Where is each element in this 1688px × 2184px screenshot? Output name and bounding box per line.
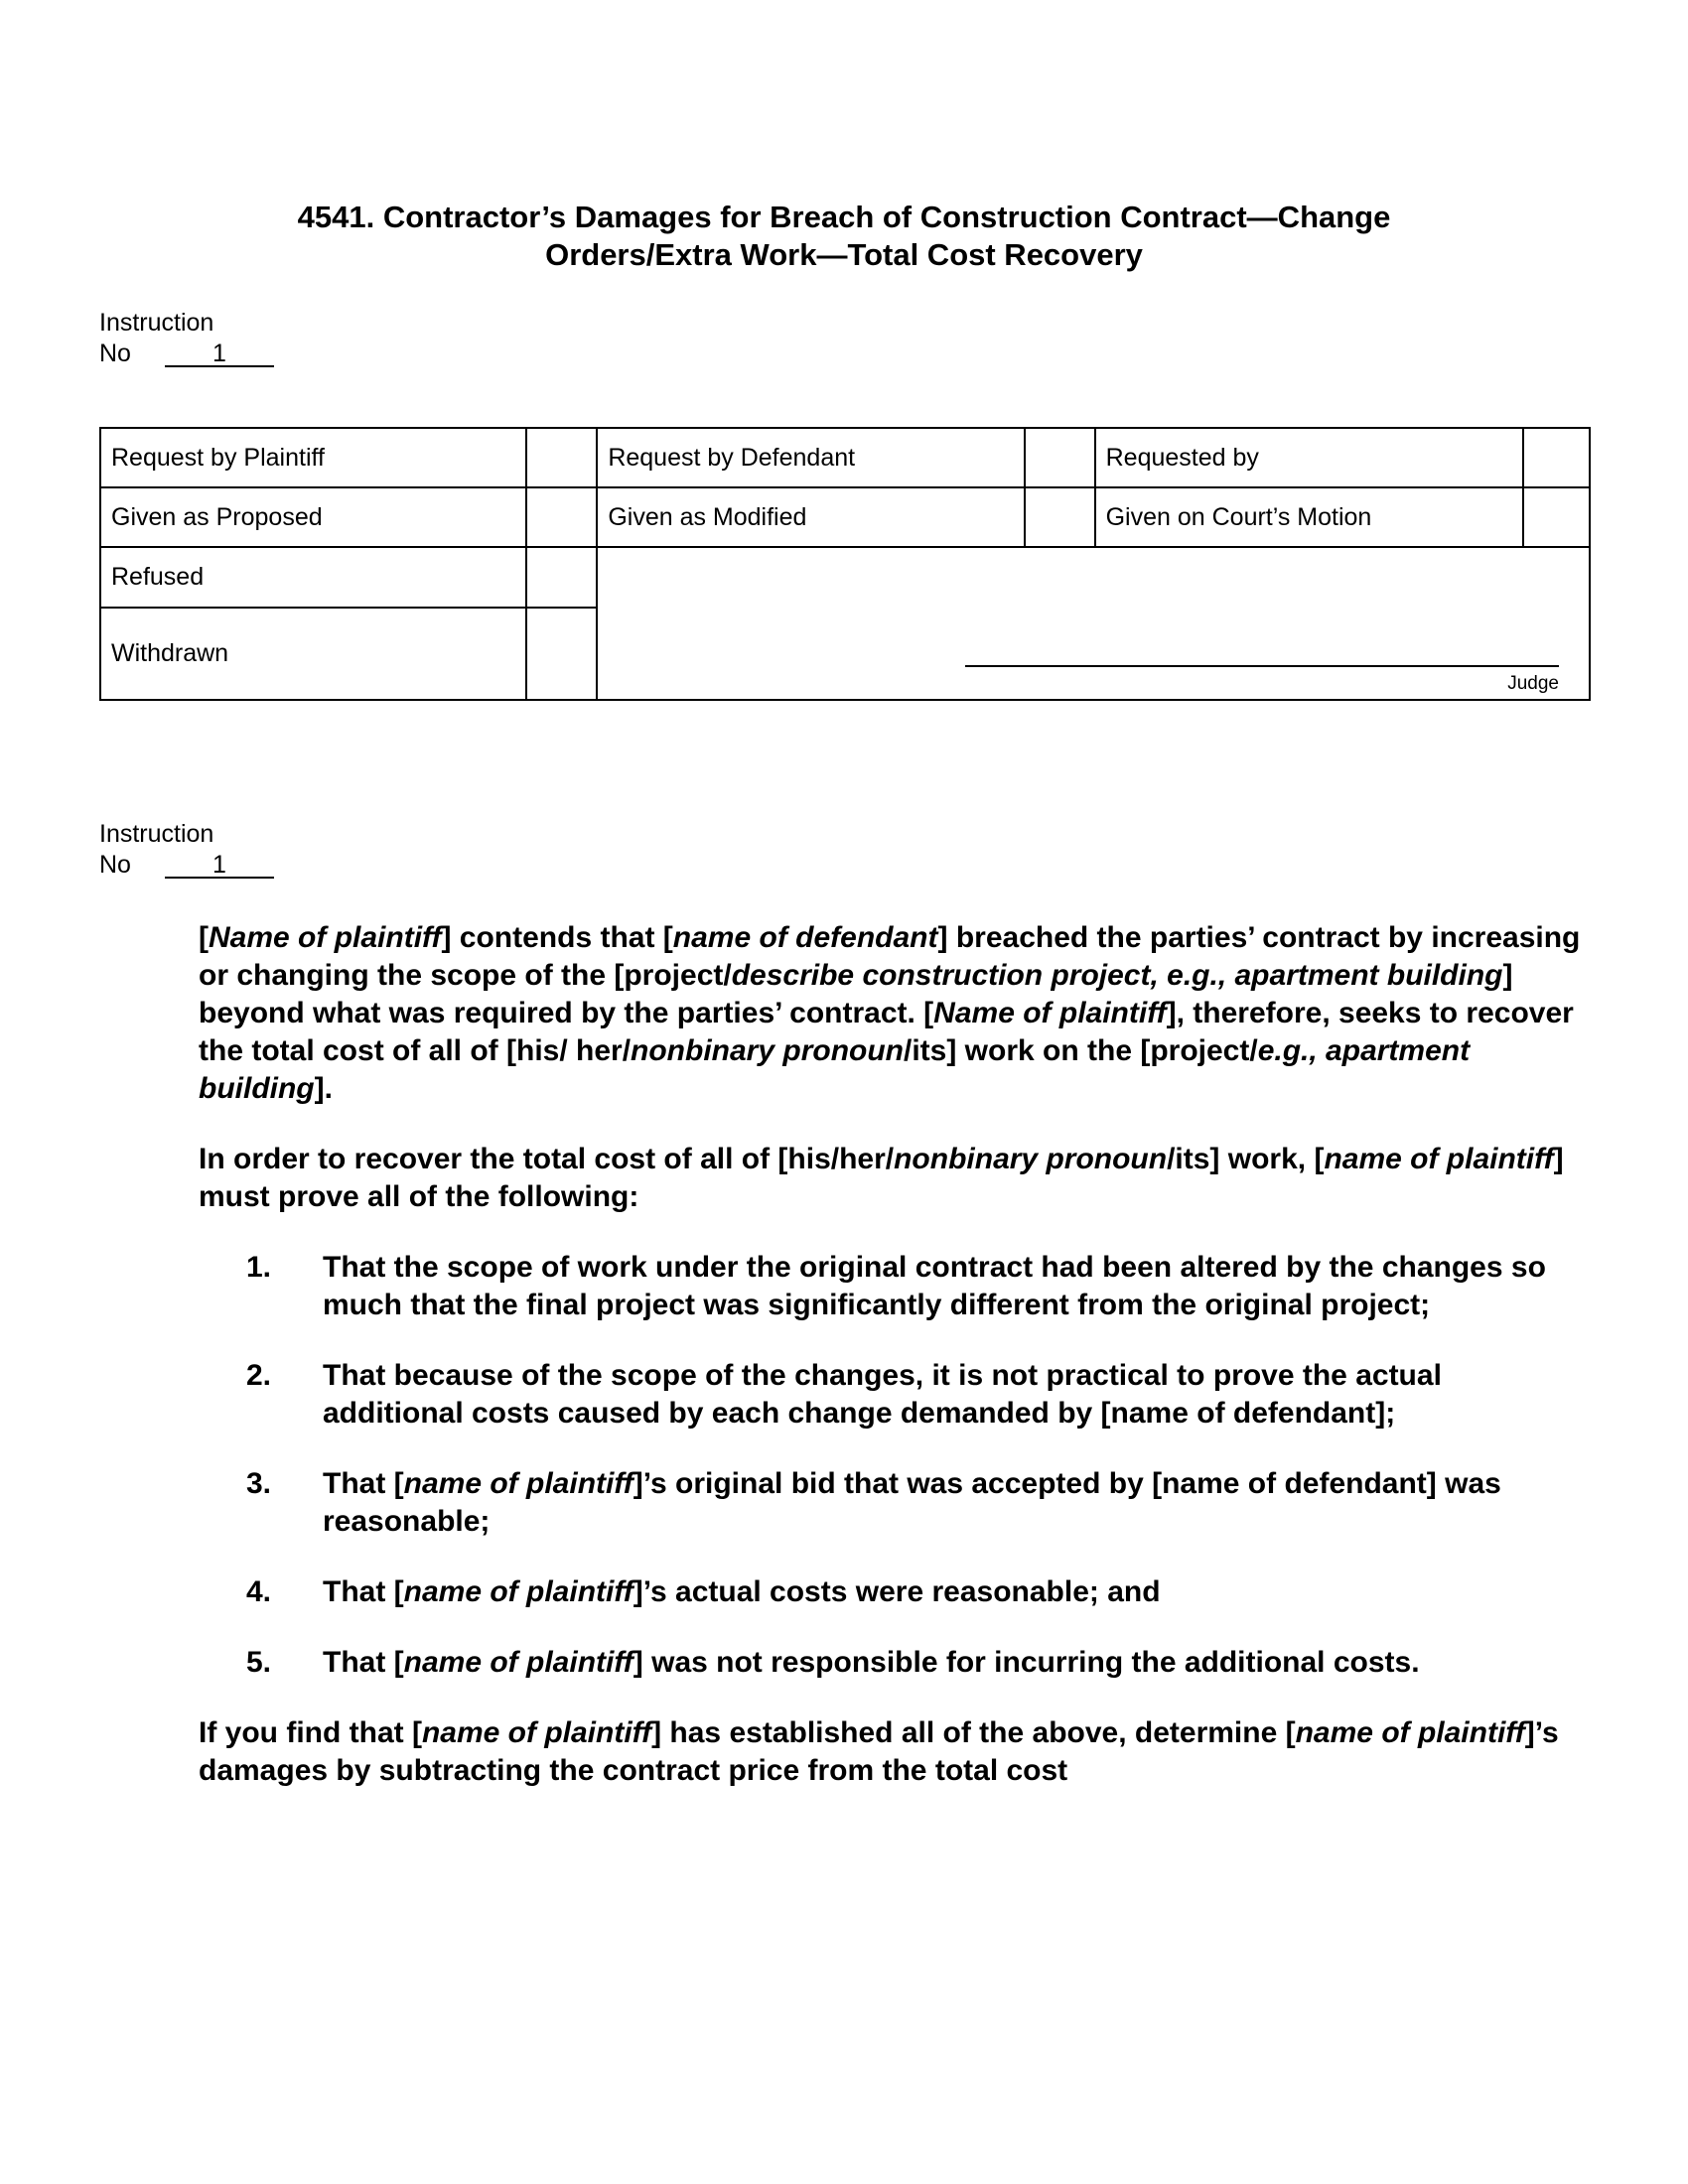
instruction-number-field[interactable]: 1: [165, 853, 274, 879]
given-as-modified-label: Given as Modified: [597, 487, 1024, 547]
given-as-modified-checkbox[interactable]: [1025, 487, 1095, 547]
text-run: ], therefore, seeks to recover the total cost of all of [his/ her/: [199, 997, 1574, 1067]
text-run: ] breached the parties’ contract by increasing or changing the scope of the [project/: [199, 921, 1581, 992]
requested-by-label: Requested by: [1095, 428, 1523, 487]
request-by-plaintiff-label: Request by Plaintiff: [100, 428, 526, 487]
text-run: That the scope of work under the original contract had been altered by the changes so much that the final project was significantly different from the original project;: [323, 1251, 1546, 1321]
request-status-table: [99, 427, 1591, 701]
list-item: [199, 1357, 1589, 1433]
title-line-1: 4541. Contractor’s Damages for Breach of Construction Contract—Change: [297, 200, 1391, 234]
placeholder-text: name of plaintiff: [403, 1575, 633, 1608]
withdrawn-checkbox[interactable]: [526, 608, 597, 700]
refused-checkbox[interactable]: [526, 547, 597, 608]
list-item: [199, 1249, 1589, 1324]
text-run: ] has established all of the above, determine [: [651, 1716, 1296, 1749]
list-number: 3.: [246, 1467, 272, 1500]
instruction-number-field[interactable]: 1: [165, 341, 274, 367]
instruction-number-body: [99, 819, 274, 881]
text-run: ]’s damages by subtracting the contract price from the total cost: [199, 1716, 1559, 1787]
list-number: 5.: [246, 1646, 272, 1679]
text-run: /its] work, [: [1167, 1143, 1325, 1175]
text-run: That [: [323, 1646, 404, 1679]
text-run: ] must prove all of the following:: [199, 1143, 1564, 1213]
document-title: [0, 199, 1688, 274]
paragraph-contention: [199, 919, 1589, 1108]
placeholder-text: name of plaintiff: [1295, 1716, 1525, 1749]
placeholder-text: name of plaintiff: [1324, 1143, 1554, 1175]
text-run: ]’s actual costs were reasonable; and: [633, 1575, 1161, 1608]
paragraph-damages: [199, 1714, 1589, 1790]
elements-list: [199, 1249, 1589, 1682]
requested-by-checkbox[interactable]: [1523, 428, 1590, 487]
list-number: 2.: [246, 1359, 272, 1392]
given-as-proposed-checkbox[interactable]: [526, 487, 597, 547]
text-run: ] contends that [: [441, 921, 673, 954]
text-run: [: [199, 921, 209, 954]
list-number: 4.: [246, 1575, 272, 1608]
text-run: ].: [314, 1072, 333, 1105]
text-run: If you find that [: [199, 1716, 422, 1749]
placeholder-text: Name of plaintiff: [209, 921, 442, 954]
list-item: [199, 1573, 1589, 1611]
judge-signature-area: [597, 547, 1590, 700]
placeholder-text: name of plaintiff: [403, 1646, 633, 1679]
text-run: ]’s original bid that was accepted by [name of defendant] was reasonable;: [323, 1467, 1501, 1538]
request-by-defendant-label: Request by Defendant: [597, 428, 1024, 487]
text-run: In order to recover the total cost of all of [his/her/: [199, 1143, 895, 1175]
text-run: That [: [323, 1467, 404, 1500]
text-run: ] beyond what was required by the parties’ contract. [: [199, 959, 1513, 1029]
withdrawn-label: Withdrawn: [100, 608, 526, 700]
instruction-label: Instruction: [99, 309, 214, 337]
request-by-defendant-checkbox[interactable]: [1025, 428, 1095, 487]
refused-label: Refused: [100, 547, 526, 608]
instruction-label: Instruction: [99, 820, 214, 848]
text-run: /its] work on the [project/: [904, 1034, 1258, 1067]
text-run: That because of the scope of the changes, it is not practical to prove the actual additional costs caused by each change demanded by [name of defendant];: [323, 1359, 1442, 1430]
placeholder-text: e.g., apartment building: [199, 1034, 1471, 1105]
given-on-courts-motion-label: Given on Court’s Motion: [1095, 487, 1523, 547]
placeholder-text: name of defendant: [672, 921, 938, 954]
title-line-2: Orders/Extra Work—Total Cost Recovery: [545, 237, 1143, 272]
no-label: No: [99, 851, 131, 879]
placeholder-text: nonbinary pronoun: [631, 1034, 904, 1067]
list-item: [199, 1465, 1589, 1541]
request-by-plaintiff-checkbox[interactable]: [526, 428, 597, 487]
placeholder-text: nonbinary pronoun: [894, 1143, 1168, 1175]
given-as-proposed-label: Given as Proposed: [100, 487, 526, 547]
judge-signature-line[interactable]: [965, 665, 1559, 667]
placeholder-text: Name of plaintiff: [933, 997, 1167, 1029]
placeholder-text: name of plaintiff: [421, 1716, 652, 1749]
list-number: 1.: [246, 1251, 272, 1284]
no-label: No: [99, 340, 131, 367]
given-on-courts-motion-checkbox[interactable]: [1523, 487, 1590, 547]
placeholder-text: name of plaintiff: [403, 1467, 633, 1500]
text-run: ] was not responsible for incurring the additional costs.: [633, 1646, 1420, 1679]
instruction-number-top: [99, 308, 274, 369]
placeholder-text: describe construction project, e.g., apartment building: [731, 959, 1503, 992]
instruction-body: [199, 919, 1589, 1823]
paragraph-elements-intro: [199, 1141, 1589, 1216]
list-item: [199, 1644, 1589, 1682]
text-run: That [: [323, 1575, 404, 1608]
judge-label: Judge: [1507, 673, 1559, 694]
